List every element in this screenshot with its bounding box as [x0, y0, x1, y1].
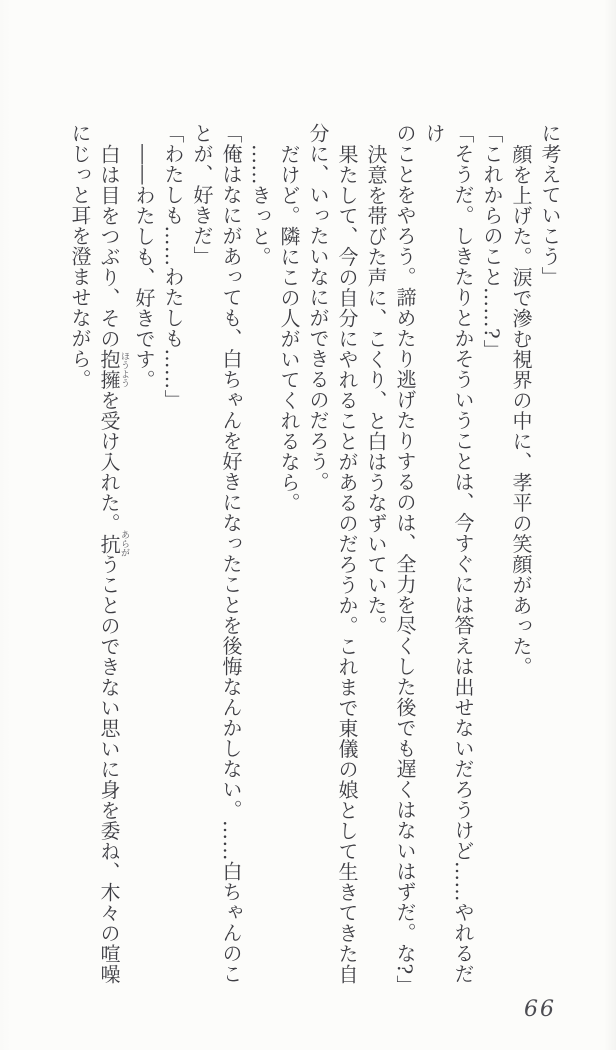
furigana: ほうよう	[119, 349, 129, 390]
text-line	[158, 123, 187, 989]
text-line	[390, 123, 419, 996]
text-line	[216, 123, 245, 989]
text-line	[419, 123, 477, 989]
text-run: 分に、いったいなにができるのだろう。	[306, 123, 330, 492]
text-line	[129, 123, 158, 989]
page-number: 66	[524, 997, 556, 1022]
text-run: 顔を上げた。涙で滲む視界の中に、孝平の笑顔があった。	[509, 144, 533, 677]
text-run: 白は目をつぶり、その	[97, 144, 121, 349]
text-run: のことをやろう。諦めたり逃げたりするのは、全力を尽くした後でも遅くはないはずだ。な?」	[393, 123, 417, 996]
text-body	[65, 123, 564, 996]
text-run: だけど。隣にこの人がいてくれるなら。	[277, 144, 301, 513]
ruby-annotated-word: 抗あらが	[97, 530, 129, 558]
text-run: に考えていこう」	[538, 123, 562, 287]
text-line	[477, 123, 506, 989]
text-line	[187, 123, 216, 989]
text-line	[65, 123, 94, 989]
text-run: ……きっと。	[248, 144, 272, 267]
text-line	[94, 123, 129, 989]
text-line	[245, 123, 274, 989]
furigana: あらが	[119, 530, 129, 558]
text-line	[274, 123, 303, 989]
text-run: にじっと耳を澄ませながら。	[68, 123, 92, 390]
text-line	[303, 123, 332, 989]
text-run: 「わたしも……わたしも……」	[161, 123, 185, 410]
text-run: 果たして、今の自分にやれることがあるのだろうか。これまで東儀の娘として生きてきた自	[335, 144, 359, 985]
text-run: ――わたしも、好きです。	[132, 144, 156, 390]
text-line	[332, 123, 361, 989]
text-run: うことのできない思いに身を委ね、木々の喧噪	[97, 554, 121, 985]
text-run: を受け入れた。	[97, 390, 121, 534]
text-run: とが、好きだ」	[190, 123, 214, 267]
text-run: 「これからのこと……?」	[480, 123, 504, 360]
text-line	[535, 123, 564, 989]
text-run: 決意を帯びた声に、こくり、と白はうなずいていた。	[364, 144, 388, 636]
text-run: 「そうだ。しきたりとかそういうことは、今すぐには答えは出せないだろうけど……やれるだけ	[422, 123, 475, 984]
text-line	[361, 123, 390, 989]
ruby-annotated-word: 抱擁ほうよう	[97, 349, 129, 390]
text-run: 「俺はなにがあっても、白ちゃんを好きになったことを後悔なんかしない。……白ちゃんのこ	[219, 123, 243, 984]
text-line	[506, 123, 535, 989]
